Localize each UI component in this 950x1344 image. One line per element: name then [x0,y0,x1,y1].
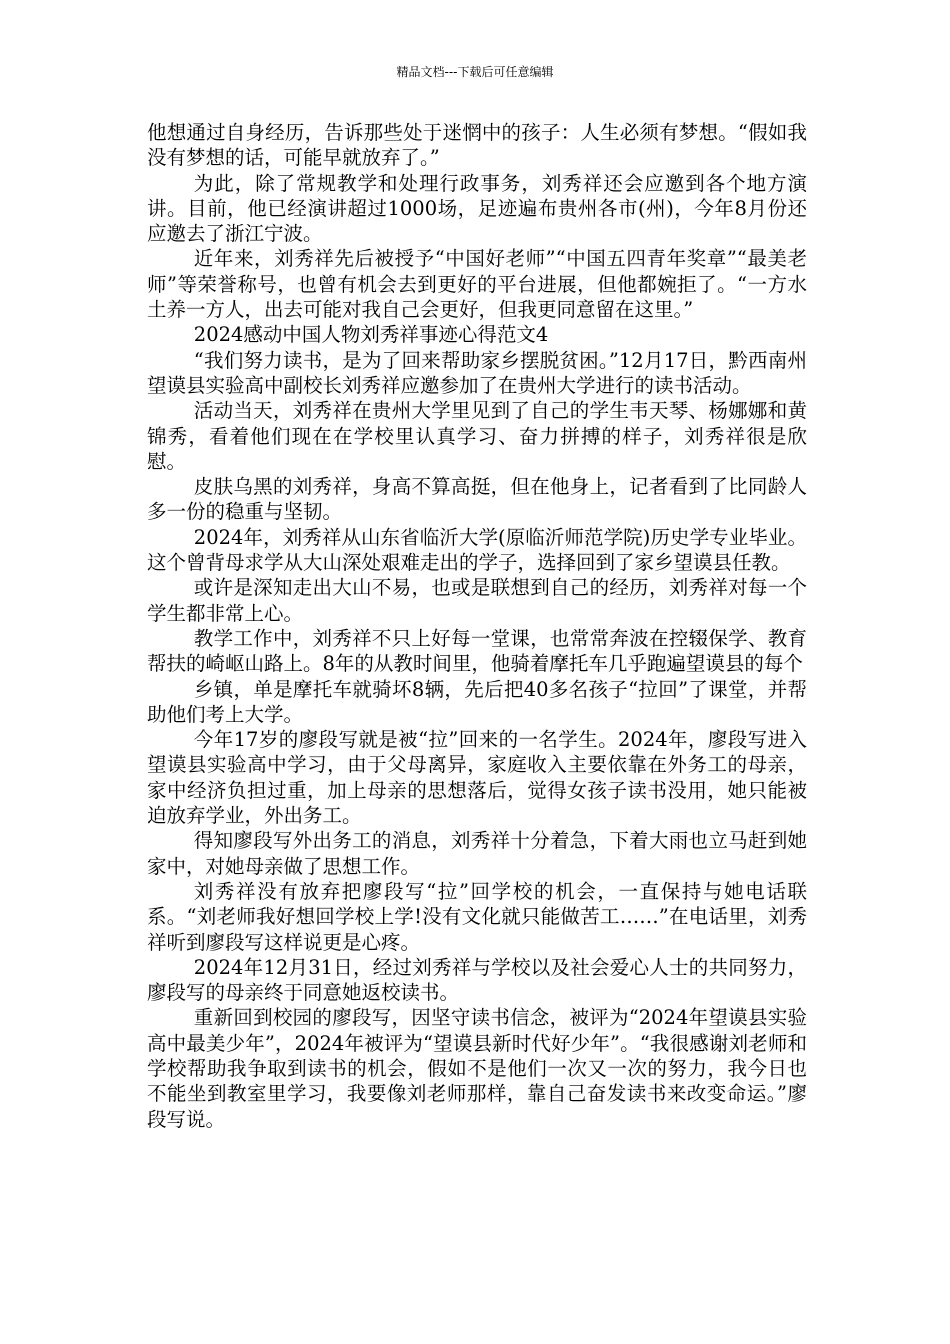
paragraph: 今年17岁的廖段写就是被“拉”回来的一名学生。2024年，廖段写进入望谟县实验高中学习，由于父母离异，家庭收入主要依靠在外务工的母亲，家中经济负担过重，加上母亲的思想落后，觉得女孩子读书没用，她只能被迫放弃学业，外出务工。 [147,728,807,828]
paragraph: 2024年，刘秀祥从山东省临沂大学(原临沂师范学院)历史学专业毕业。这个曾背母求学从大山深处艰难走出的学子，选择回到了家乡望谟县任教。 [147,525,807,575]
paragraph: 教学工作中，刘秀祥不只上好每一堂课，也常常奔波在控辍保学、教育帮扶的崎岖山路上。8年的从教时间里，他骑着摩托车几乎跑遍望谟县的每个 [147,626,807,676]
paragraph: “我们努力读书，是为了回来帮助家乡摆脱贫困。”12月17日，黔西南州望谟县实验高中副校长刘秀祥应邀参加了在贵州大学进行的读书活动。 [147,348,807,397]
paragraph: 得知廖段写外出务工的消息，刘秀祥十分着急，下着大雨也立马赶到她家中，对她母亲做了思想工作。 [147,829,807,878]
section-heading: 2024感动中国人物刘秀祥事迹心得范文4 [193,323,549,347]
page-header: 精品文档---下载后可任意编辑 [396,65,554,79]
article-body [147,120,807,1132]
paragraph: 重新回到校园的廖段写，因坚守读书信念，被评为“2024年望谟县实验高中最美少年”，2024年被评为“望谟县新时代好少年”。“我很感谢刘老师和学校帮助我争取到读书的机会，假如不是他们一次又一次的努力，我今日也不能坐到教室里学习，我要像刘老师那样，靠自己奋发读书来改变命运。”廖段写说。 [147,1006,807,1131]
paragraph: 近年来，刘秀祥先后被授予“中国好老师”“中国五四青年奖章”“最美老师”等荣誉称号，也曾有机会去到更好的平台进展，但他都婉拒了。“一方水土养一方人，出去可能对我自己会更好，但我更同意留在这里。” [147,247,807,322]
paragraph: 2024年12月31日，经过刘秀祥与学校以及社会爱心人士的共同努力，廖段写的母亲终于同意她返校读书。 [147,955,807,1005]
paragraph: 为此，除了常规教学和处理行政事务，刘秀祥还会应邀到各个地方演讲。目前，他已经演讲超过1000场，足迹遍布贵州各市(州)，今年8月份还应邀去了浙江宁波。 [147,171,807,246]
paragraph: 活动当天，刘秀祥在贵州大学里见到了自己的学生韦天琴、杨娜娜和黄锦秀，看着他们现在在学校里认真学习、奋力拼搏的样子，刘秀祥很是欣慰。 [147,399,807,473]
paragraph: 刘秀祥没有放弃把廖段写“拉”回学校的机会，一直保持与她电话联系。“刘老师我好想回学校上学!没有文化就只能做苦工……”在电话里，刘秀祥听到廖段写这样说更是心疼。 [147,879,807,954]
paragraph: 他想通过自身经历，告诉那些处于迷惘中的孩子：人生必须有梦想。“假如我没有梦想的话，可能早就放弃了。” [147,121,807,170]
paragraph: 乡镇，单是摩托车就骑坏8辆，先后把40多名孩子“拉回”了课堂，并帮助他们考上大学。 [147,677,807,726]
paragraph: 或许是深知走出大山不易，也或是联想到自己的经历，刘秀祥对每一个学生都非常上心。 [147,576,807,625]
paragraph: 皮肤乌黑的刘秀祥，身高不算高挺，但在他身上，记者看到了比同龄人多一份的稳重与坚韧。 [147,475,807,524]
